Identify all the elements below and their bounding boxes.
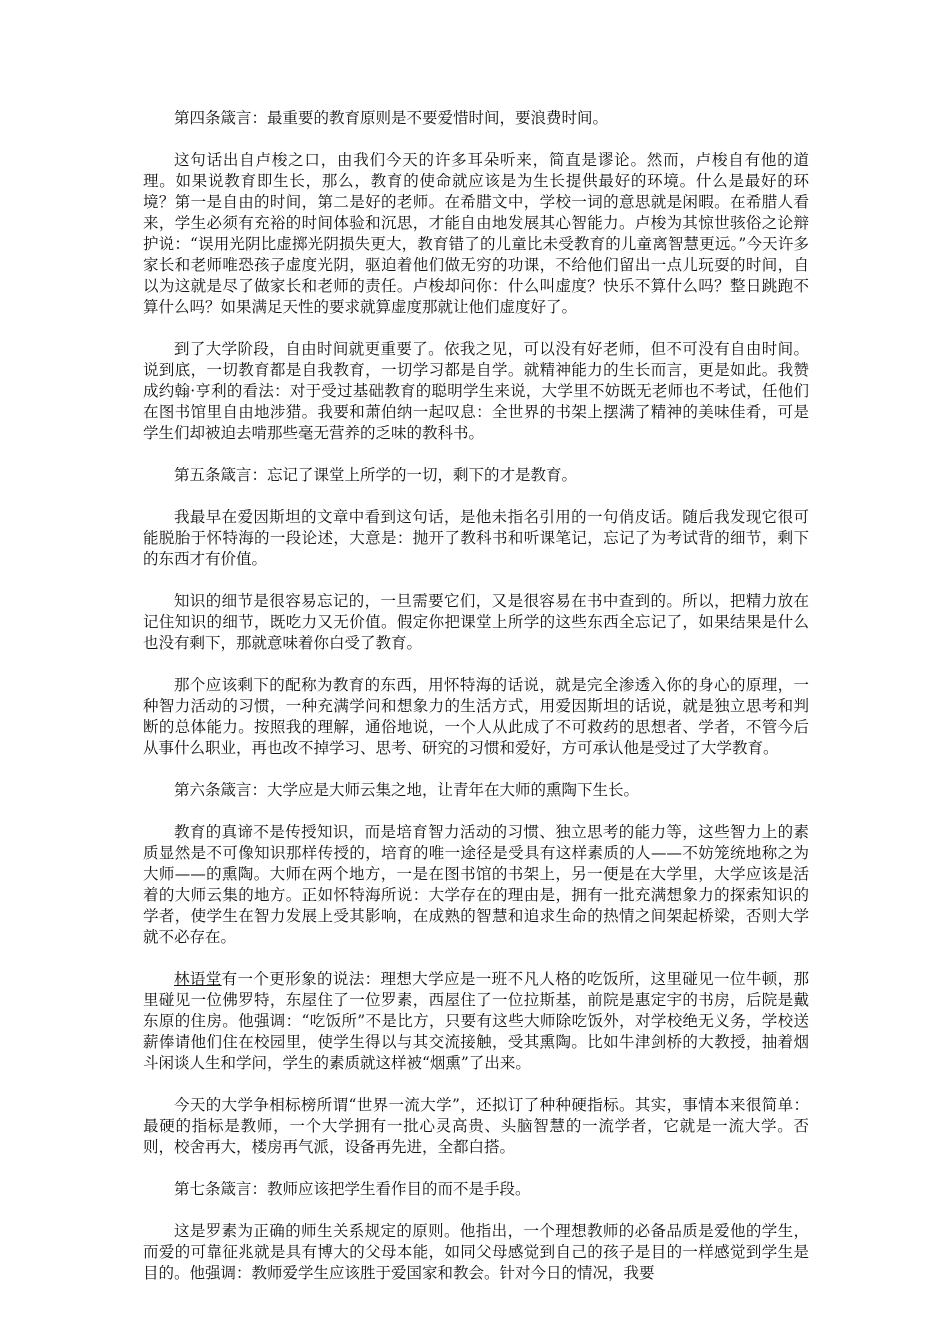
- paragraph-knowledge-details: 知识的细节是很容易忘记的，一旦需要它们，又是很容易在书中查到的。所以，把精力放在记住知识的细节，既吃力又无价值。假定你把课堂上所学的这些东西全忘记了，如果结果是什么也没有剩下，那就意味着你白受了教育。: [143, 592, 809, 652]
- lin-yutang-link[interactable]: 林语堂: [174, 970, 222, 988]
- paragraph-university-free-time: 到了大学阶段，自由时间就更重要了。依我之见，可以没有好老师，但不可没有自由时间。说到底，一切教育都是自我教育，一切学习都是自学。就精神能力的生长而言，更是如此。我赞成约翰·亨利的看法：对于受过基础教育的聪明学生来说，大学里不妨既无老师也不考试，任他们在图书馆里自由地涉猎。我要和萧伯纳一起叹息：全世界的书架上摆满了精神的美味佳肴，可是学生们却被迫去啃那些毫无营养的乏味的教科书。: [143, 340, 809, 442]
- maxim-four-heading: 第四条箴言：最重要的教育原则是不要爱惜时间，要浪费时间。: [174, 109, 609, 127]
- paragraph-world-class: 今天的大学争相标榜所谓“世界一流大学”，还拟订了种种硬指标。其实，事情本来很简单：最硬的指标是教师，一个大学拥有一批心灵高贵、头脑智慧的一流学者，它就是一流大学。否则，校舍再大，楼房再气派，设备再先进，全都白搭。: [143, 1096, 809, 1156]
- maxim-six-heading: 第六条箴言：大学应是大师云集之地，让青年在大师的熏陶下生长。: [174, 781, 640, 799]
- paragraph-lin-yutang-text: 有一个更形象的说法：理想大学应是一班不凡人格的吃饭所，这里碰见一位牛顿，那里碰见一位佛罗特，东屋住了一位罗素，西屋住了一位拉斯基，前院是惠定宇的书房，后院是戴东原的住房。他强调：“吃饭所”不是比方，只要有这些大师除吃饭外，对学校绝无义务，学校送薪俸请他们住在校园里，使学生得以与其交流接触，受其熏陶。比如牛津剑桥的大教授，抽着烟斗闲谈人生和学问，学生的素质就这样被“烟熏”了出来。: [143, 970, 809, 1072]
- document-page: [143, 108, 809, 1305]
- maxim-seven-heading: 第七条箴言：教师应该把学生看作目的而不是手段。: [174, 1180, 531, 1198]
- paragraph-whitehead: 那个应该剩下的配称为教育的东西，用怀特海的话说，就是完全渗透入你的身心的原理，一种智力活动的习惯，一种充满学问和想象力的生活方式，用爱因斯坦的话说，就是独立思考和判断的总体能力。按照我的理解，通俗地说，一个人从此成了不可救药的思想者、学者，不管今后从事什么职业，再也改不掉学习、思考、研究的习惯和爱好，方可承认他是受过了大学教育。: [143, 676, 809, 757]
- paragraph-russell: 这是罗素为正确的师生关系规定的原则。他指出，一个理想教师的必备品质是爱他的学生，而爱的可靠征兆就是具有博大的父母本能，如同父母感觉到自己的孩子是目的一样感觉到学生是目的。他强调：教师爱学生应该胜于爱国家和教会。针对今日的情况，我要: [143, 1222, 809, 1282]
- paragraph-rousseau: 这句话出自卢梭之口，由我们今天的许多耳朵听来，简直是谬论。然而，卢梭自有他的道理。如果说教育即生长，那么，教育的使命就应该是为生长提供最好的环境。什么是最好的环境？第一是自由的时间，第二是好的老师。在希腊文中，学校一词的意思就是闲暇。在希腊人看来，学生必须有充裕的时间体验和沉思，才能自由地发展其心智能力。卢梭为其惊世骇俗之论辩护说：“误用光阴比虚掷光阴损失更大，教育错了的儿童比未受教育的儿童离智慧更远。”今天许多家长和老师唯恐孩子虚度光阴，驱迫着他们做无穷的功课，不给他们留出一点儿玩耍的时间，自以为这就是尽了做家长和老师的责任。卢梭却问你：什么叫虚度？快乐不算什么吗？整日跳跑不算什么吗？如果满足天性的要求就算虚度那就让他们虚度好了。: [143, 151, 809, 316]
- paragraph-lin-yutang: [143, 969, 809, 1074]
- paragraph-masters: 教育的真谛不是传授知识，而是培育智力活动的习惯、独立思考的能力等，这些智力上的素质显然是不可像知识那样传授的，培育的唯一途径是受具有这样素质的人——不妨笼统地称之为大师——的熏陶。大师在两个地方，一是在图书馆的书架上，另一便是在大学里，大学应该是活着的大师云集的地方。正如怀特海所说：大学存在的理由是，拥有一批充满想象力的探索知识的学者，使学生在智力发展上受其影响，在成熟的智慧和追求生命的热情之间架起桥梁，否则大学就不必存在。: [143, 823, 809, 946]
- maxim-five-heading: 第五条箴言：忘记了课堂上所学的一切，剩下的才是教育。: [174, 466, 578, 484]
- paragraph-einstein: 我最早在爱因斯坦的文章中看到这句话，是他未指名引用的一句俏皮话。随后我发现它很可能脱胎于怀特海的一段论述，大意是：抛开了教科书和听课笔记，忘记了为考试背的细节，剩下的东西才有价值。: [143, 508, 809, 568]
